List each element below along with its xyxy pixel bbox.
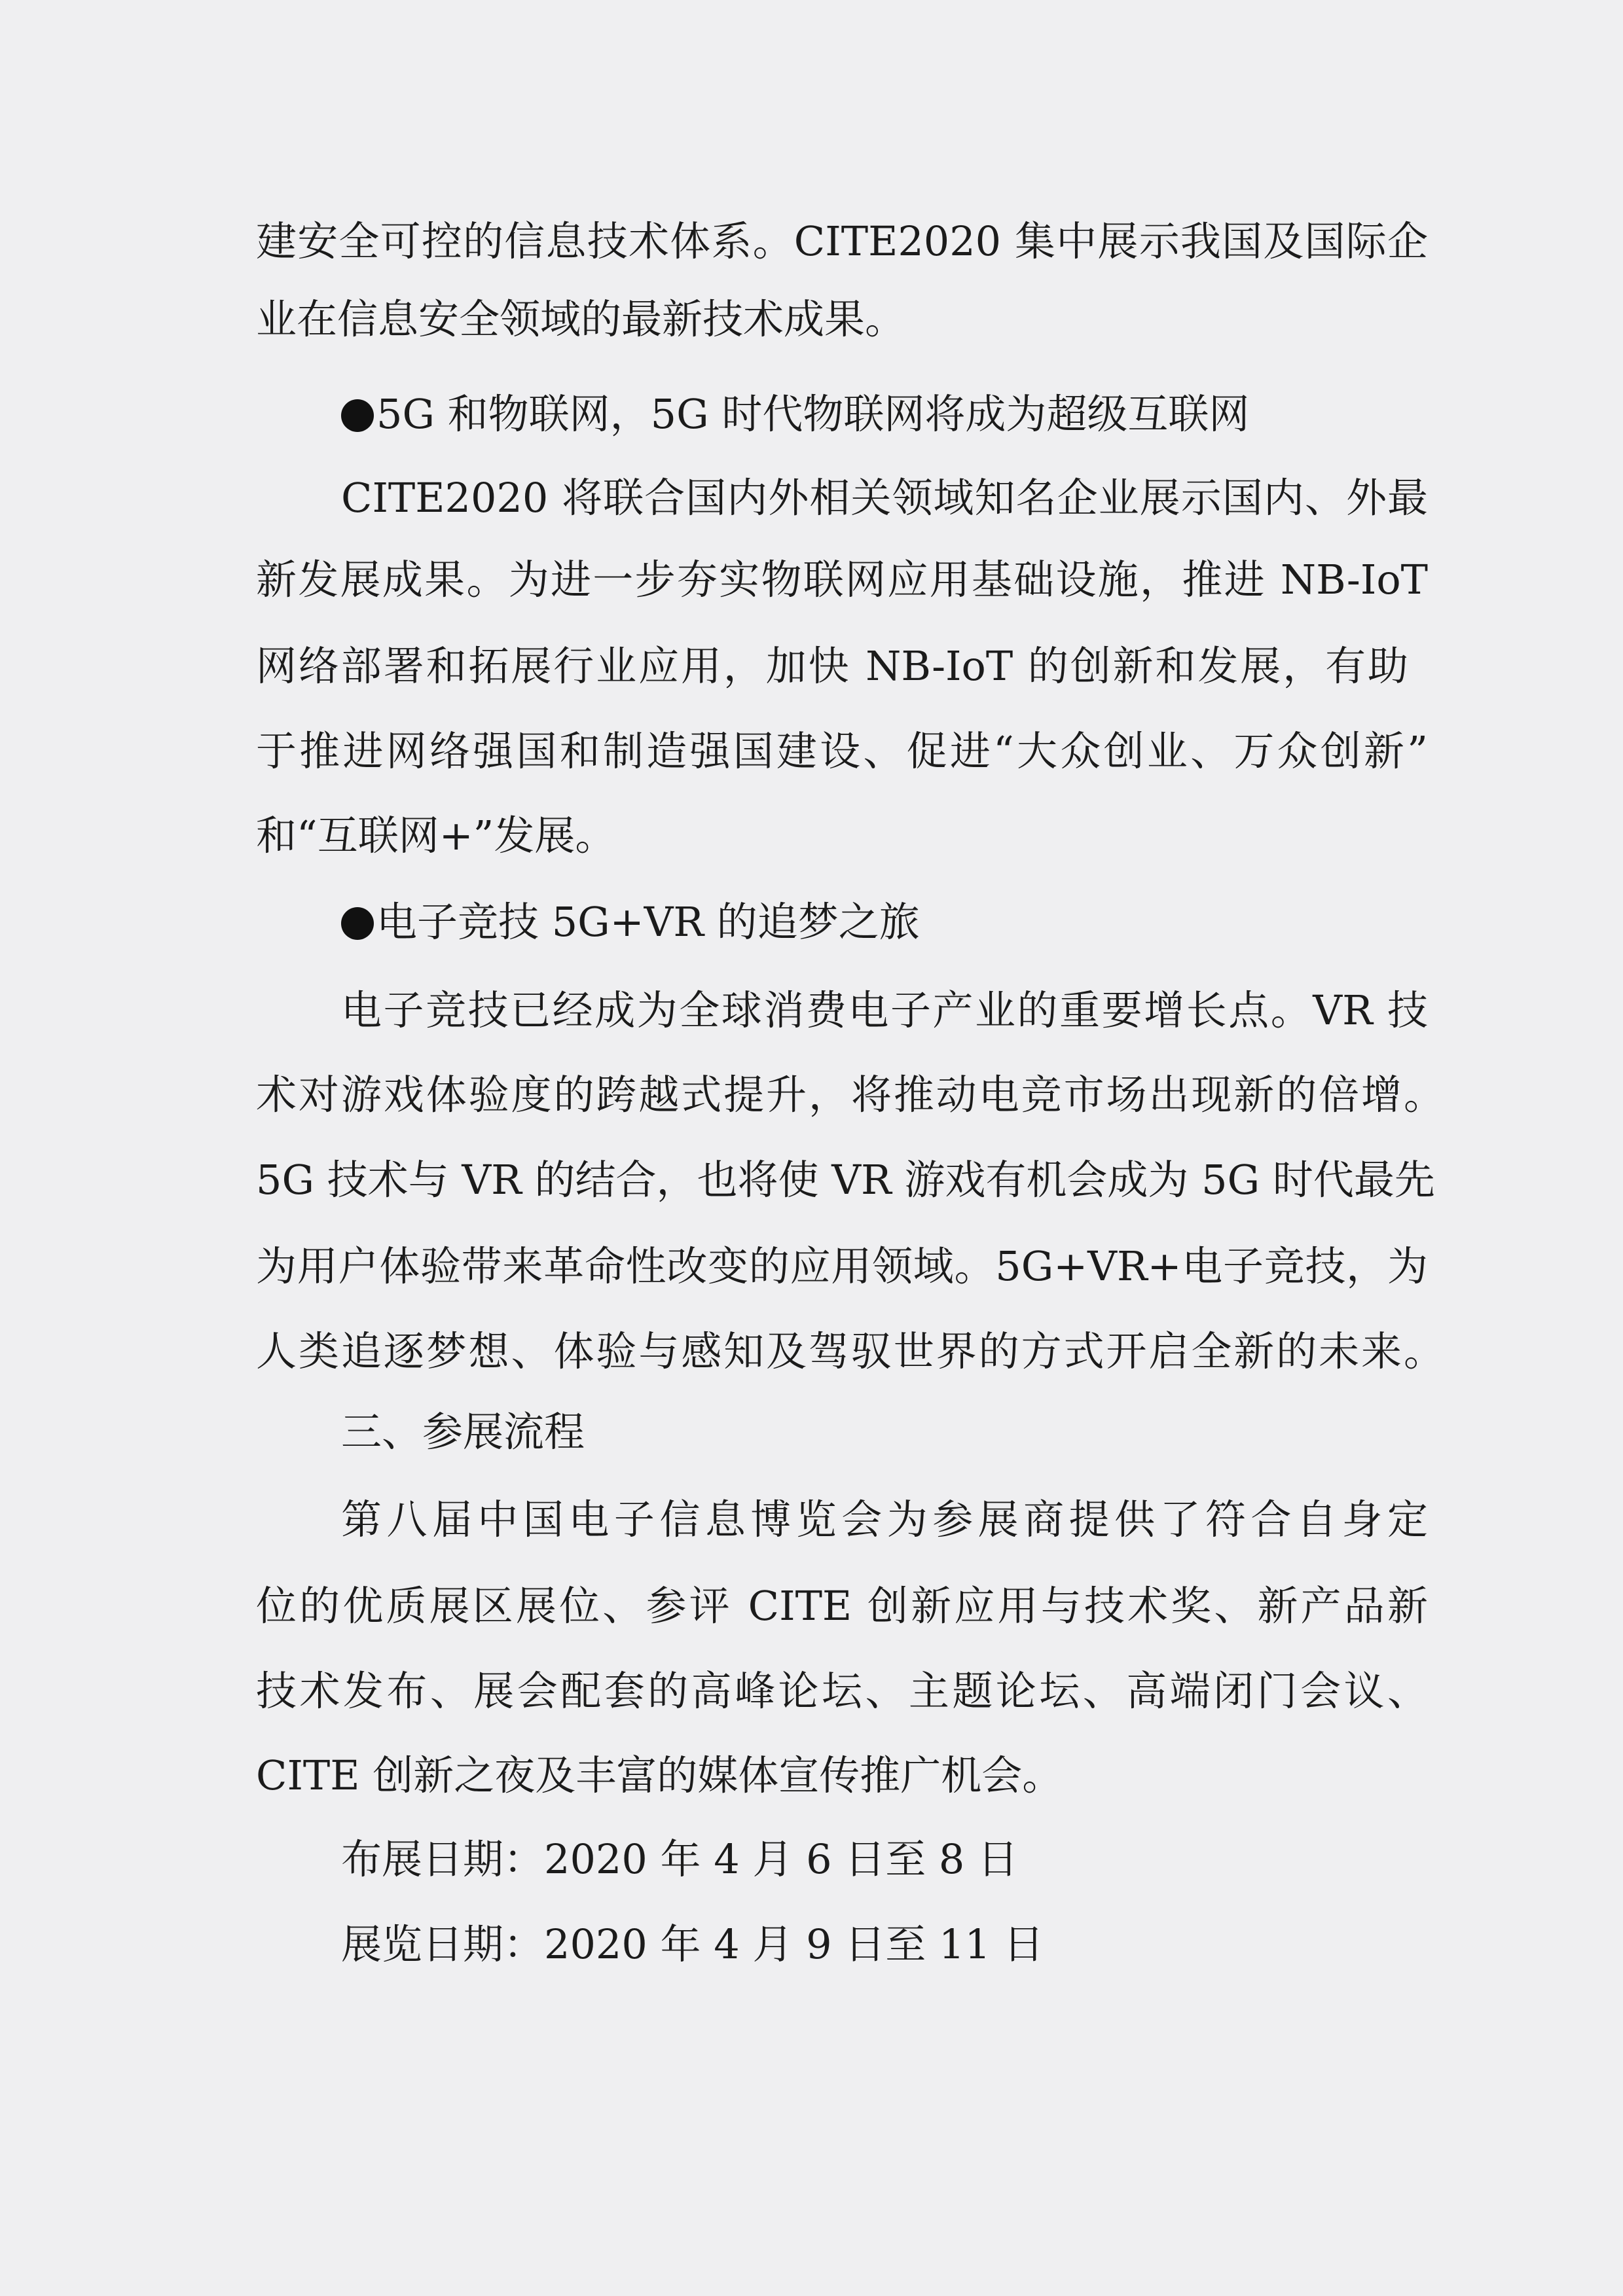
paragraph-line: 和“互联网+”发展。 xyxy=(256,812,616,859)
bullet-icon xyxy=(341,399,374,432)
paragraph-line: 人类追逐梦想、体验与感知及驾驭世界的方式开启全新的未来。 xyxy=(256,1327,1444,1375)
paragraph-line: CITE2020 将联合国内外相关领域知名企业展示国内、外最 xyxy=(341,474,1428,522)
paragraph-line: 建安全可控的信息技术体系。CITE2020 集中展示我国及国际企 xyxy=(256,217,1428,265)
bullet-icon xyxy=(341,907,374,940)
setup-date: 布展日期：2020 年 4 月 6 日至 8 日 xyxy=(341,1835,1019,1883)
paragraph-line: 位的优质展区展位、参评 CITE 创新应用与技术奖、新产品新 xyxy=(256,1582,1428,1630)
paragraph-line: 新发展成果。为进一步夯实物联网应用基础设施，推进 NB-IoT xyxy=(256,556,1428,603)
paragraph-line: CITE 创新之夜及丰富的媒体宣传推广机会。 xyxy=(256,1751,1063,1799)
paragraph-line: 术对游戏体验度的跨越式提升，将推动电竞市场出现新的倍增。 xyxy=(256,1071,1444,1119)
paragraph-line: 于推进网络强国和制造强国建设、促进“大众创业、万众创新” xyxy=(256,727,1428,775)
exhibition-date: 展览日期：2020 年 4 月 9 日至 11 日 xyxy=(341,1920,1044,1968)
paragraph-line: 业在信息安全领域的最新技术成果。 xyxy=(256,295,906,343)
paragraph-line: 网络部署和拓展行业应用，加快 NB-IoT 的创新和发展，有助 xyxy=(256,642,1408,690)
paragraph-line: 电子竞技已经成为全球消费电子产业的重要增长点。VR 技 xyxy=(341,986,1428,1034)
heading-text: 电子竞技 5G+VR 的追梦之旅 xyxy=(376,898,920,946)
paragraph-line: 为用户体验带来革命性改变的应用领域。5G+VR+电子竞技，为 xyxy=(256,1242,1428,1290)
section-heading: 三、参展流程 xyxy=(341,1408,585,1456)
bullet-heading-5g-iot xyxy=(341,389,1249,439)
paragraph-line: 5G 技术与 VR 的结合，也将使 VR 游戏有机会成为 5G 时代最先 xyxy=(256,1156,1435,1204)
paragraph-line: 第八届中国电子信息博览会为参展商提供了符合自身定 xyxy=(341,1496,1428,1543)
paragraph-line: 技术发布、展会配套的高峰论坛、主题论坛、高端闭门会议、 xyxy=(256,1667,1428,1715)
heading-text: 5G 和物联网，5G 时代物联网将成为超级互联网 xyxy=(376,390,1250,438)
bullet-heading-esports xyxy=(341,897,920,947)
